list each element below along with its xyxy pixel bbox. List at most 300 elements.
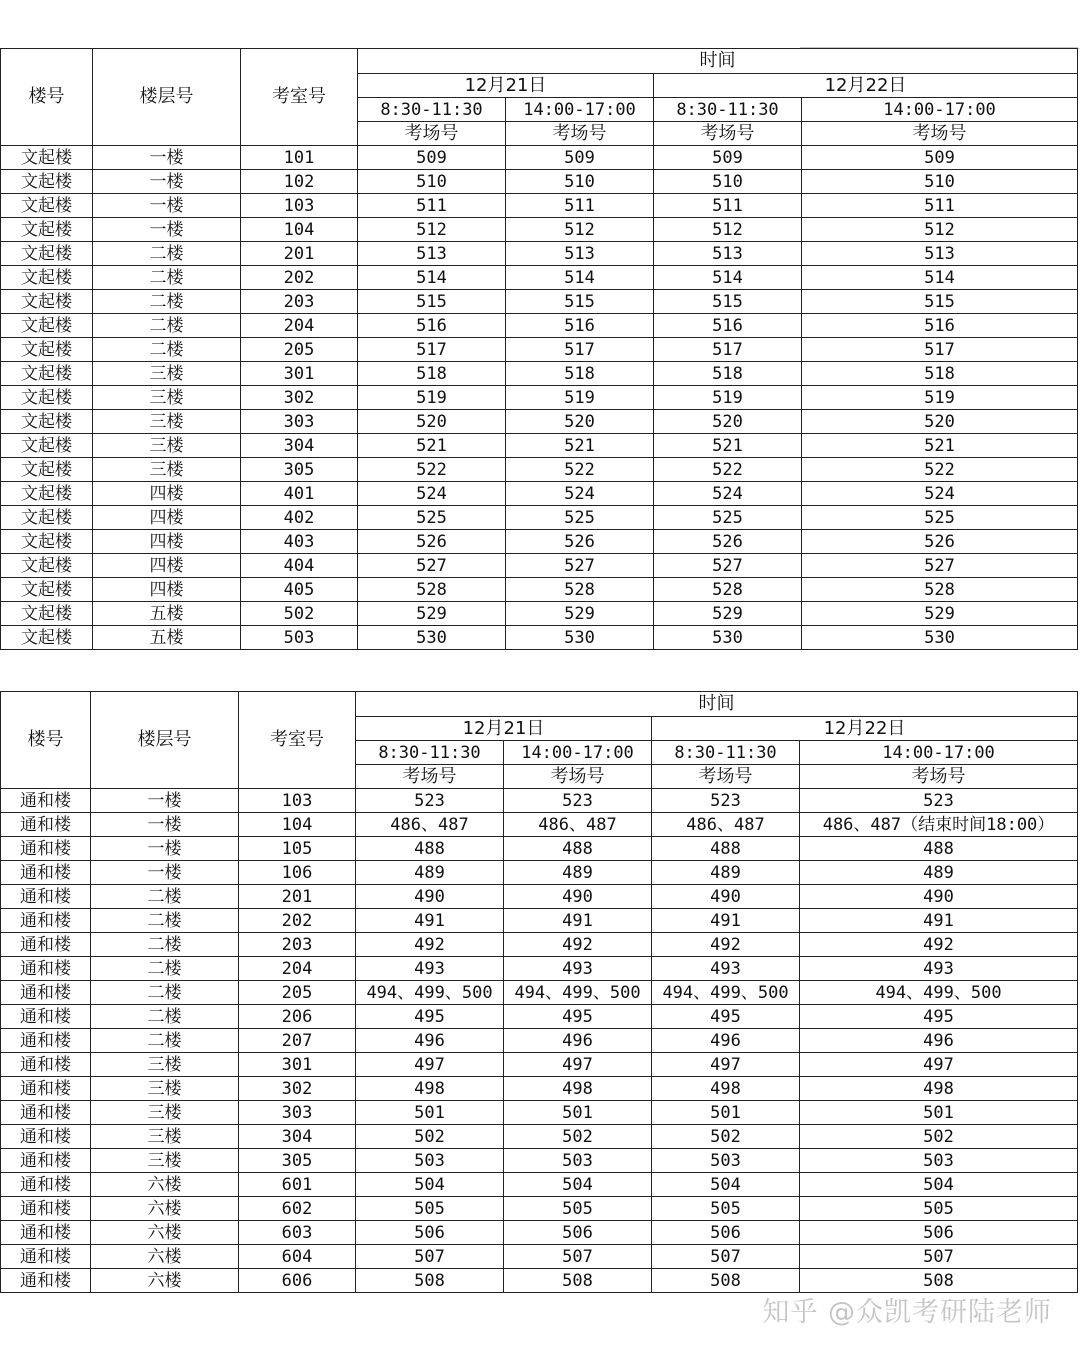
exam-room-table-wenqi — [0, 48, 1078, 650]
building-cell: 文起楼 — [1, 626, 93, 650]
exam-site-cell: 495 — [356, 1005, 504, 1029]
table-row — [1, 578, 1078, 602]
exam-site-cell: 505 — [356, 1197, 504, 1221]
exam-site-cell: 523 — [356, 789, 504, 813]
exam-site-cell: 496 — [652, 1029, 800, 1053]
exam-site-cell: 493 — [652, 957, 800, 981]
room-cell: 201 — [241, 242, 358, 266]
room-cell: 204 — [241, 314, 358, 338]
header-room: 考室号 — [239, 692, 356, 789]
exam-site-cell: 515 — [802, 290, 1078, 314]
header-time: 时间 — [356, 692, 1078, 717]
floor-cell: 二楼 — [91, 981, 239, 1005]
exam-site-cell: 504 — [800, 1173, 1078, 1197]
exam-site-cell: 513 — [506, 242, 654, 266]
exam-site-cell: 507 — [800, 1245, 1078, 1269]
exam-site-cell: 516 — [506, 314, 654, 338]
exam-site-cell: 511 — [654, 194, 802, 218]
exam-site-cell: 496 — [504, 1029, 652, 1053]
room-cell: 103 — [241, 194, 358, 218]
building-cell: 通和楼 — [1, 909, 91, 933]
table-row — [1, 266, 1078, 290]
exam-site-cell: 490 — [356, 885, 504, 909]
exam-site-cell: 495 — [504, 1005, 652, 1029]
table-row — [1, 530, 1078, 554]
room-cell: 301 — [241, 362, 358, 386]
exam-site-cell: 518 — [802, 362, 1078, 386]
exam-site-cell: 510 — [654, 170, 802, 194]
room-cell: 404 — [241, 554, 358, 578]
exam-site-cell: 506 — [504, 1221, 652, 1245]
exam-site-cell: 497 — [800, 1053, 1078, 1077]
exam-site-cell: 508 — [652, 1269, 800, 1293]
exam-site-cell: 513 — [654, 242, 802, 266]
table-row — [1, 1173, 1078, 1197]
exam-site-cell: 526 — [654, 530, 802, 554]
exam-site-cell: 517 — [506, 338, 654, 362]
exam-site-cell: 528 — [506, 578, 654, 602]
exam-site-cell: 520 — [802, 410, 1078, 434]
exam-site-cell: 496 — [356, 1029, 504, 1053]
table-body — [1, 789, 1078, 1293]
exam-site-cell: 525 — [654, 506, 802, 530]
floor-cell: 五楼 — [93, 602, 241, 626]
header-slot-afternoon: 14:00-17:00 — [800, 741, 1078, 765]
floor-cell: 二楼 — [93, 314, 241, 338]
floor-cell: 二楼 — [93, 266, 241, 290]
room-cell: 202 — [239, 909, 356, 933]
exam-site-cell: 508 — [356, 1269, 504, 1293]
exam-site-cell: 493 — [356, 957, 504, 981]
room-cell: 204 — [239, 957, 356, 981]
exam-site-cell: 510 — [358, 170, 506, 194]
building-cell: 文起楼 — [1, 266, 93, 290]
exam-site-cell: 505 — [800, 1197, 1078, 1221]
exam-site-cell: 502 — [800, 1125, 1078, 1149]
room-cell: 205 — [239, 981, 356, 1005]
exam-site-cell: 515 — [358, 290, 506, 314]
exam-site-cell: 521 — [358, 434, 506, 458]
exam-site-cell: 509 — [654, 146, 802, 170]
table-body — [1, 146, 1078, 650]
exam-site-cell: 504 — [652, 1173, 800, 1197]
floor-cell: 三楼 — [93, 362, 241, 386]
floor-cell: 一楼 — [91, 837, 239, 861]
exam-site-cell: 513 — [802, 242, 1078, 266]
building-cell: 通和楼 — [1, 1029, 91, 1053]
floor-cell: 四楼 — [93, 554, 241, 578]
exam-site-cell: 492 — [652, 933, 800, 957]
floor-cell: 二楼 — [91, 909, 239, 933]
floor-cell: 四楼 — [93, 578, 241, 602]
table-row — [1, 1029, 1078, 1053]
exam-site-cell: 526 — [802, 530, 1078, 554]
exam-site-cell: 530 — [506, 626, 654, 650]
room-cell: 302 — [239, 1077, 356, 1101]
exam-site-cell: 505 — [652, 1197, 800, 1221]
floor-cell: 一楼 — [93, 194, 241, 218]
table-row — [1, 837, 1078, 861]
header-room: 考室号 — [241, 49, 358, 146]
exam-site-cell: 514 — [654, 266, 802, 290]
table-row — [1, 194, 1078, 218]
exam-site-cell: 504 — [504, 1173, 652, 1197]
exam-site-cell: 525 — [358, 506, 506, 530]
table-row — [1, 314, 1078, 338]
room-cell: 304 — [239, 1125, 356, 1149]
room-cell: 403 — [241, 530, 358, 554]
exam-site-cell: 509 — [506, 146, 654, 170]
exam-site-cell: 506 — [800, 1221, 1078, 1245]
building-cell: 通和楼 — [1, 1053, 91, 1077]
exam-site-cell: 512 — [358, 218, 506, 242]
exam-site-cell: 489 — [652, 861, 800, 885]
table-row — [1, 434, 1078, 458]
floor-cell: 四楼 — [93, 530, 241, 554]
exam-site-cell: 530 — [358, 626, 506, 650]
floor-cell: 三楼 — [93, 386, 241, 410]
room-cell: 205 — [241, 338, 358, 362]
exam-site-cell: 503 — [504, 1149, 652, 1173]
exam-site-cell: 496 — [800, 1029, 1078, 1053]
exam-site-cell: 488 — [800, 837, 1078, 861]
floor-cell: 二楼 — [91, 885, 239, 909]
table-row — [1, 170, 1078, 194]
exam-site-cell: 509 — [802, 146, 1078, 170]
exam-site-cell: 498 — [652, 1077, 800, 1101]
floor-cell: 三楼 — [91, 1053, 239, 1077]
table-row — [1, 813, 1078, 837]
floor-cell: 三楼 — [93, 458, 241, 482]
exam-site-cell: 507 — [356, 1245, 504, 1269]
exam-site-cell: 503 — [356, 1149, 504, 1173]
exam-site-cell: 489 — [504, 861, 652, 885]
exam-site-cell: 488 — [652, 837, 800, 861]
floor-cell: 三楼 — [91, 1149, 239, 1173]
floor-cell: 三楼 — [93, 410, 241, 434]
room-cell: 302 — [241, 386, 358, 410]
exam-site-cell: 529 — [358, 602, 506, 626]
exam-site-cell: 520 — [506, 410, 654, 434]
floor-cell: 一楼 — [93, 146, 241, 170]
exam-site-cell: 489 — [800, 861, 1078, 885]
exam-site-cell: 514 — [506, 266, 654, 290]
floor-cell: 三楼 — [91, 1077, 239, 1101]
exam-site-cell: 510 — [802, 170, 1078, 194]
floor-cell: 二楼 — [91, 1029, 239, 1053]
building-cell: 文起楼 — [1, 314, 93, 338]
floor-cell: 二楼 — [91, 957, 239, 981]
exam-site-cell: 512 — [802, 218, 1078, 242]
exam-site-cell: 492 — [504, 933, 652, 957]
exam-site-cell: 501 — [504, 1101, 652, 1125]
building-cell: 通和楼 — [1, 789, 91, 813]
exam-site-cell: 510 — [506, 170, 654, 194]
exam-site-cell: 507 — [504, 1245, 652, 1269]
exam-site-cell: 524 — [358, 482, 506, 506]
exam-site-cell: 490 — [504, 885, 652, 909]
floor-cell: 二楼 — [93, 290, 241, 314]
exam-site-cell: 518 — [654, 362, 802, 386]
exam-site-cell: 506 — [356, 1221, 504, 1245]
exam-site-cell: 525 — [802, 506, 1078, 530]
building-cell: 通和楼 — [1, 1077, 91, 1101]
exam-site-cell: 497 — [504, 1053, 652, 1077]
exam-site-cell: 508 — [800, 1269, 1078, 1293]
exam-site-cell: 515 — [654, 290, 802, 314]
floor-cell: 一楼 — [91, 789, 239, 813]
room-cell: 103 — [239, 789, 356, 813]
exam-site-cell: 525 — [506, 506, 654, 530]
exam-site-cell: 488 — [356, 837, 504, 861]
floor-cell: 六楼 — [91, 1173, 239, 1197]
building-cell: 文起楼 — [1, 218, 93, 242]
exam-site-cell: 528 — [358, 578, 506, 602]
exam-site-cell: 494、499、500 — [800, 981, 1078, 1005]
room-cell: 202 — [241, 266, 358, 290]
building-cell: 通和楼 — [1, 933, 91, 957]
table-row — [1, 789, 1078, 813]
header-slot-afternoon: 14:00-17:00 — [504, 741, 652, 765]
exam-site-cell: 494、499、500 — [504, 981, 652, 1005]
exam-site-cell: 530 — [802, 626, 1078, 650]
building-cell: 通和楼 — [1, 1245, 91, 1269]
building-cell: 文起楼 — [1, 242, 93, 266]
room-cell: 303 — [241, 410, 358, 434]
floor-cell: 二楼 — [91, 933, 239, 957]
header-exam-site: 考场号 — [506, 122, 654, 146]
exam-site-cell: 488 — [504, 837, 652, 861]
exam-site-cell: 498 — [504, 1077, 652, 1101]
exam-site-cell: 513 — [358, 242, 506, 266]
exam-room-table-tonghe — [0, 691, 1078, 1293]
building-cell: 文起楼 — [1, 386, 93, 410]
table-row — [1, 482, 1078, 506]
floor-cell: 二楼 — [93, 338, 241, 362]
exam-site-cell: 502 — [652, 1125, 800, 1149]
watermark: 知乎 @众凯考研陆老师 — [762, 1297, 1052, 1328]
room-cell: 604 — [239, 1245, 356, 1269]
exam-site-cell: 504 — [356, 1173, 504, 1197]
exam-site-cell: 522 — [358, 458, 506, 482]
building-cell: 通和楼 — [1, 861, 91, 885]
table-row — [1, 981, 1078, 1005]
exam-site-cell: 518 — [506, 362, 654, 386]
header-slot-afternoon: 14:00-17:00 — [506, 98, 654, 122]
exam-site-cell: 498 — [356, 1077, 504, 1101]
header-date-1222: 12月22日 — [652, 717, 1078, 741]
exam-site-cell: 519 — [802, 386, 1078, 410]
table-row — [1, 1077, 1078, 1101]
exam-site-cell: 508 — [504, 1269, 652, 1293]
building-cell: 文起楼 — [1, 338, 93, 362]
building-cell: 通和楼 — [1, 813, 91, 837]
exam-site-cell: 490 — [800, 885, 1078, 909]
table-row — [1, 626, 1078, 650]
building-cell: 文起楼 — [1, 482, 93, 506]
table-row — [1, 933, 1078, 957]
building-cell: 通和楼 — [1, 837, 91, 861]
room-cell: 502 — [241, 602, 358, 626]
exam-site-cell: 491 — [356, 909, 504, 933]
exam-site-cell: 509 — [358, 146, 506, 170]
room-cell: 106 — [239, 861, 356, 885]
exam-site-cell: 521 — [506, 434, 654, 458]
building-cell: 通和楼 — [1, 1221, 91, 1245]
exam-site-cell: 486、487 — [504, 813, 652, 837]
header-slot-morning: 8:30-11:30 — [358, 98, 506, 122]
room-cell: 305 — [241, 458, 358, 482]
header-floor: 楼层号 — [91, 692, 239, 789]
exam-site-cell: 490 — [652, 885, 800, 909]
room-cell: 104 — [239, 813, 356, 837]
exam-site-cell: 489 — [356, 861, 504, 885]
room-cell: 601 — [239, 1173, 356, 1197]
table-row — [1, 1221, 1078, 1245]
room-cell: 301 — [239, 1053, 356, 1077]
exam-site-cell: 522 — [802, 458, 1078, 482]
exam-site-cell: 512 — [654, 218, 802, 242]
floor-cell: 二楼 — [93, 242, 241, 266]
room-cell: 401 — [241, 482, 358, 506]
floor-cell: 六楼 — [91, 1245, 239, 1269]
building-cell: 文起楼 — [1, 578, 93, 602]
table-row — [1, 957, 1078, 981]
exam-site-cell: 528 — [802, 578, 1078, 602]
building-cell: 通和楼 — [1, 1101, 91, 1125]
floor-cell: 六楼 — [91, 1221, 239, 1245]
exam-site-cell: 491 — [504, 909, 652, 933]
table-row — [1, 885, 1078, 909]
exam-site-cell: 517 — [802, 338, 1078, 362]
building-cell: 通和楼 — [1, 1173, 91, 1197]
exam-site-cell: 486、487 — [652, 813, 800, 837]
exam-site-cell: 523 — [652, 789, 800, 813]
exam-site-cell: 502 — [356, 1125, 504, 1149]
exam-site-cell: 501 — [800, 1101, 1078, 1125]
table-row — [1, 218, 1078, 242]
building-cell: 通和楼 — [1, 1269, 91, 1293]
room-cell: 104 — [241, 218, 358, 242]
exam-site-cell: 501 — [356, 1101, 504, 1125]
building-cell: 文起楼 — [1, 410, 93, 434]
exam-site-cell: 495 — [800, 1005, 1078, 1029]
exam-site-cell: 527 — [506, 554, 654, 578]
header-slot-afternoon: 14:00-17:00 — [802, 98, 1078, 122]
exam-site-cell: 497 — [652, 1053, 800, 1077]
floor-cell: 五楼 — [93, 626, 241, 650]
floor-cell: 六楼 — [91, 1197, 239, 1221]
exam-site-cell: 486、487（结束时间18:00） — [800, 813, 1078, 837]
header-slot-morning: 8:30-11:30 — [652, 741, 800, 765]
table-row — [1, 410, 1078, 434]
floor-cell: 一楼 — [93, 218, 241, 242]
room-cell: 603 — [239, 1221, 356, 1245]
building-cell: 文起楼 — [1, 290, 93, 314]
exam-site-cell: 530 — [654, 626, 802, 650]
exam-site-cell: 503 — [652, 1149, 800, 1173]
room-cell: 203 — [239, 933, 356, 957]
header-time: 时间 — [358, 49, 1078, 74]
exam-site-cell: 507 — [652, 1245, 800, 1269]
exam-site-cell: 515 — [506, 290, 654, 314]
building-cell: 文起楼 — [1, 434, 93, 458]
exam-site-cell: 523 — [800, 789, 1078, 813]
exam-site-cell: 511 — [358, 194, 506, 218]
room-cell: 105 — [239, 837, 356, 861]
building-cell: 文起楼 — [1, 170, 93, 194]
floor-cell: 六楼 — [91, 1269, 239, 1293]
floor-cell: 二楼 — [91, 1005, 239, 1029]
exam-site-cell: 523 — [504, 789, 652, 813]
exam-site-cell: 516 — [358, 314, 506, 338]
exam-site-cell: 524 — [802, 482, 1078, 506]
exam-site-cell: 527 — [802, 554, 1078, 578]
exam-site-cell: 524 — [506, 482, 654, 506]
exam-site-cell: 501 — [652, 1101, 800, 1125]
table-row — [1, 1101, 1078, 1125]
building-cell: 文起楼 — [1, 458, 93, 482]
table-row — [1, 290, 1078, 314]
exam-site-cell: 522 — [506, 458, 654, 482]
floor-cell: 三楼 — [93, 434, 241, 458]
floor-cell: 四楼 — [93, 506, 241, 530]
exam-site-cell: 526 — [506, 530, 654, 554]
building-cell: 文起楼 — [1, 362, 93, 386]
exam-site-cell: 495 — [652, 1005, 800, 1029]
exam-site-cell: 514 — [802, 266, 1078, 290]
exam-site-cell: 522 — [654, 458, 802, 482]
exam-site-cell: 521 — [802, 434, 1078, 458]
table-row — [1, 362, 1078, 386]
table-row — [1, 1053, 1078, 1077]
exam-site-cell: 511 — [506, 194, 654, 218]
exam-site-cell: 505 — [504, 1197, 652, 1221]
room-cell: 606 — [239, 1269, 356, 1293]
header-exam-site: 考场号 — [652, 765, 800, 789]
room-cell: 207 — [239, 1029, 356, 1053]
exam-site-cell: 514 — [358, 266, 506, 290]
header-building: 楼号 — [1, 49, 93, 146]
table-row — [1, 1005, 1078, 1029]
floor-cell: 四楼 — [93, 482, 241, 506]
exam-site-cell: 511 — [802, 194, 1078, 218]
exam-site-cell: 498 — [800, 1077, 1078, 1101]
table-row — [1, 1125, 1078, 1149]
exam-site-cell: 521 — [654, 434, 802, 458]
header-date-1221: 12月21日 — [356, 717, 652, 741]
floor-cell: 一楼 — [91, 861, 239, 885]
floor-cell: 一楼 — [93, 170, 241, 194]
exam-site-cell: 529 — [506, 602, 654, 626]
header-exam-site: 考场号 — [504, 765, 652, 789]
table-row — [1, 1149, 1078, 1173]
building-cell: 通和楼 — [1, 957, 91, 981]
header-date-1221: 12月21日 — [358, 74, 654, 98]
table-row — [1, 1245, 1078, 1269]
exam-site-cell: 506 — [652, 1221, 800, 1245]
table-row — [1, 458, 1078, 482]
building-cell: 通和楼 — [1, 1149, 91, 1173]
table-row — [1, 386, 1078, 410]
header-floor: 楼层号 — [93, 49, 241, 146]
table-header — [1, 692, 1078, 789]
room-cell: 602 — [239, 1197, 356, 1221]
exam-site-cell: 502 — [504, 1125, 652, 1149]
building-cell: 通和楼 — [1, 981, 91, 1005]
building-cell: 通和楼 — [1, 1197, 91, 1221]
exam-site-cell: 516 — [654, 314, 802, 338]
